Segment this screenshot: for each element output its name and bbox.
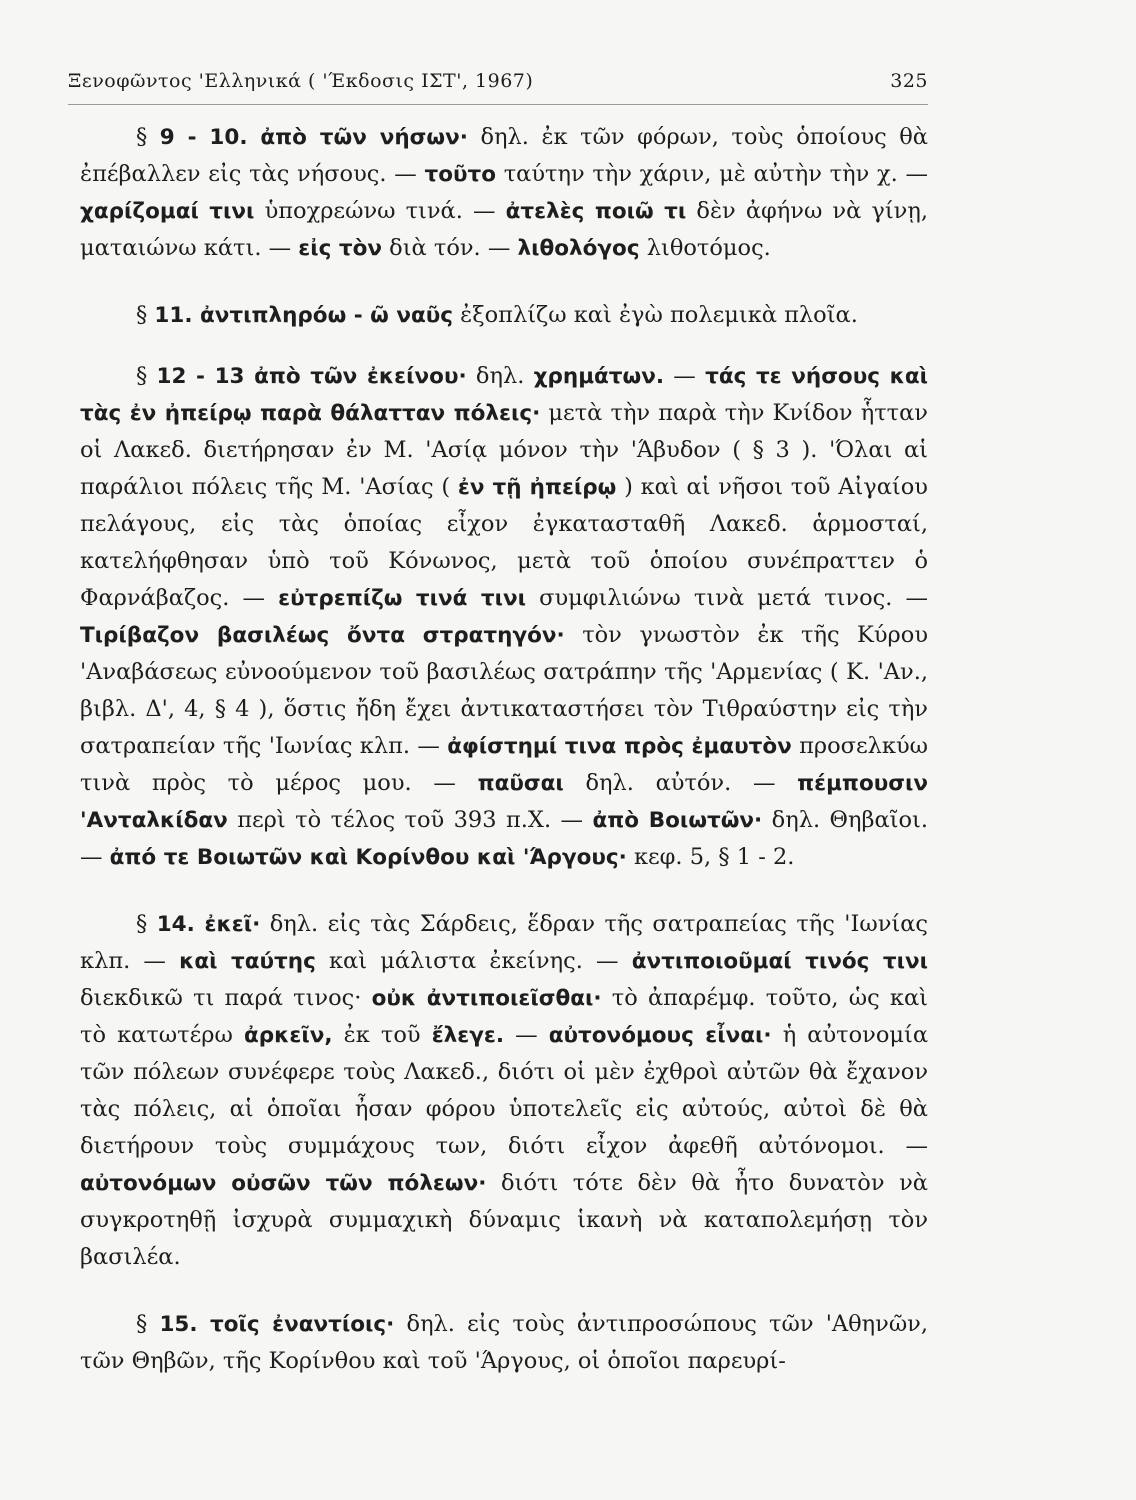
- gloss-text: διότι τότε δὲν θὰ ἦτο δυνατὸν νὰ συγκροτηθῇ ἰσχυρὰ συμμαχικὴ δύναμις ἱκανὴ νὰ καταπολεμήσῃ τὸν βασιλέα.: [80, 1170, 928, 1270]
- running-title: Ξενοφῶντος 'Ελληνικά ( 'Έκδοσις ΙΣΤ', 1967): [68, 70, 534, 92]
- lemma: ἀφίστημί τινα πρὸς ἐμαυτὸν: [447, 734, 792, 759]
- running-header: [68, 70, 928, 105]
- lemma: ἀτελὲς ποιῶ τι: [505, 199, 687, 224]
- gloss-text: ἐξοπλίζω καὶ ἐγὼ πολεμικὰ πλοῖα.: [453, 302, 858, 328]
- lemma: αὐτονόμους εἶναι·: [548, 1023, 772, 1048]
- gloss-text: διεκδικῶ τι παρά τινος·: [80, 985, 372, 1011]
- gloss-text: §: [136, 124, 160, 150]
- section-11: [80, 297, 928, 334]
- gloss-text: ἐκ τοῦ: [332, 1022, 432, 1048]
- gloss-text: §: [136, 363, 157, 389]
- lemma: λιθολόγος: [517, 236, 640, 261]
- page-number: 325: [890, 70, 928, 92]
- lemma: τοῦτο: [424, 162, 496, 187]
- lemma: 12 - 13 ἀπὸ τῶν ἐκείνου·: [156, 364, 467, 389]
- gloss-text: λιθοτόμος.: [639, 235, 771, 261]
- lemma: 15. τοῖς ἐναντίοις·: [159, 1312, 395, 1337]
- lemma: εὐτρεπίζω τινά τινι: [278, 586, 526, 611]
- section-9-10: [80, 119, 928, 267]
- section-15: [80, 1306, 928, 1380]
- gloss-text: διὰ τόν. —: [382, 235, 518, 261]
- gloss-text: προσελκύω τινὰ πρὸς τὸ μέρος μου. —: [80, 733, 928, 796]
- lemma: πέμπουσιν 'Ανταλκίδαν: [80, 771, 928, 833]
- gloss-text: ὑποχρεώνω τινά. —: [254, 198, 506, 224]
- lemma: εἰς τὸν: [298, 236, 383, 261]
- gloss-text: δηλ. αὐτόν. —: [563, 770, 798, 796]
- gloss-text: δηλ. εἰς τὰς Σάρδεις, ἕδραν τῆς σατραπείας τῆς 'Ιωνίας κλπ. —: [80, 911, 929, 974]
- gloss-text: ταύτην τὴν χάριν, μὲ αὐτὴν τὴν χ. —: [495, 161, 928, 187]
- gloss-text: —: [504, 1022, 549, 1048]
- lemma: 9 - 10. ἀπὸ τῶν νήσων·: [159, 125, 468, 150]
- lemma: χαρίζομαί τινι: [80, 199, 255, 224]
- lemma: ἀπὸ Βοιωτῶν·: [592, 808, 763, 833]
- gloss-text: δηλ. Θηβαῖοι. —: [80, 807, 928, 870]
- lemma: αὐτονόμων οὐσῶν τῶν πόλεων·: [80, 1171, 487, 1196]
- section-14: [80, 906, 928, 1276]
- section-12-13: [80, 358, 928, 876]
- lemma: καὶ ταύτης: [179, 949, 316, 974]
- gloss-text: τὸ ἀπαρέμφ. τοῦτο, ὡς καὶ τὸ κατωτέρω: [80, 985, 928, 1048]
- lemma: παῦσαι: [477, 771, 564, 796]
- lemma: τάς τε νήσους καὶ τὰς ἐν ἠπείρῳ παρὰ θάλατταν πόλεις·: [80, 364, 928, 426]
- gloss-text: ἡ αὐτονομία τῶν πόλεων συνέφερε τοὺς Λακεδ., διότι οἱ μὲν ἐχθροὶ αὐτῶν θὰ ἔχανον τὰς πόλεις, αἱ ὁποῖαι ἦσαν φόρου ὑποτελεῖς εἰς αὐτούς, αὐτοὶ δὲ θὰ διετήρουν τοὺς συμμάχους των, διότι εἶχον ἀφεθῆ αὐτόνομοι. —: [80, 1022, 929, 1159]
- gloss-text: περὶ τὸ τέλος τοῦ 393 π.Χ. —: [227, 807, 593, 833]
- gloss-text: §: [136, 911, 157, 937]
- lemma: χρημάτων.: [533, 364, 665, 389]
- gloss-text: συμφιλιώνω τινὰ μετά τινος. —: [525, 585, 928, 611]
- gloss-text: —: [664, 363, 706, 389]
- gloss-text: κεφ. 5, § 1 - 2.: [626, 844, 795, 870]
- gloss-text: δὲν ἀφήνω νὰ γίνῃ, ματαιώνω κάτι. —: [80, 198, 928, 261]
- lemma: ἐν τῇ ἠπείρῳ: [457, 475, 617, 500]
- gloss-text: καὶ μάλιστα ἐκείνης. —: [315, 948, 632, 974]
- page: [68, 70, 929, 1380]
- gloss-text: δηλ. ἐκ τῶν φόρων, τοὺς ὁποίους θὰ ἐπέβαλλεν εἰς τὰς νήσους. —: [80, 124, 929, 187]
- gloss-text: δηλ. εἰς τοὺς ἀντιπροσώπους τῶν 'Αθηνῶν, τῶν Θηβῶν, τῆς Κορίνθου καὶ τοῦ 'Άργους, οἱ ὁποῖοι παρευρί-: [80, 1311, 929, 1374]
- gloss-text: ) καὶ αἱ νῆσοι τοῦ Αἰγαίου πελάγους, εἰς τὰς ὁποίας εἶχον ἐγκατασταθῆ Λακεδ. ἁρμοσταί, κατελήφθησαν ὑπὸ τοῦ Κόνωνος, μετὰ τοῦ ὁποίου συνέπραττεν ὁ Φαρνάβαζος. —: [80, 474, 928, 611]
- lemma: ἔλεγε.: [431, 1023, 505, 1048]
- gloss-text: τὸν γνωστὸν ἐκ τῆς Κύρου 'Αναβάσεως εὐνοούμενον τοῦ βασιλέως σατράπην τῆς 'Αρμενίας ( Κ. 'Αν., βιβλ. Δ', 4, § 4 ), ὅστις ἤδη ἔχει ἀντικαταστήσει τὸν Τιθραύστην εἰς τὴν σατραπείαν τῆς 'Ιωνίας κλπ. —: [80, 622, 928, 759]
- lemma: ἀπό τε Βοιωτῶν καὶ Κορίνθου καὶ 'Άργους·: [109, 845, 627, 870]
- lemma: ἀντιποιοῦμαί τινός τινι: [631, 949, 928, 974]
- lemma: ἀρκεῖν,: [243, 1023, 333, 1048]
- lemma: 14. ἐκεῖ·: [156, 912, 261, 937]
- gloss-text: δηλ.: [466, 363, 534, 389]
- gloss-text: μετὰ τὴν παρὰ τὴν Κνίδον ἧτταν οἱ Λακεδ. διετήρησαν ἐν Μ. 'Ασίᾳ μόνον τὴν 'Άβυδον ( § 3 ). 'Όλαι αἱ παράλιοι πόλεις τῆς Μ. 'Ασίας (: [80, 400, 928, 500]
- lemma: 11. ἀντιπληρόω - ῶ ναῦς: [154, 303, 454, 328]
- lemma: οὐκ ἀντιποιεῖσθαι·: [371, 986, 602, 1011]
- gloss-text: §: [136, 302, 155, 328]
- lemma: Τιρίβαζον βασιλέως ὄντα στρατηγόν·: [80, 623, 565, 648]
- gloss-text: §: [136, 1311, 160, 1337]
